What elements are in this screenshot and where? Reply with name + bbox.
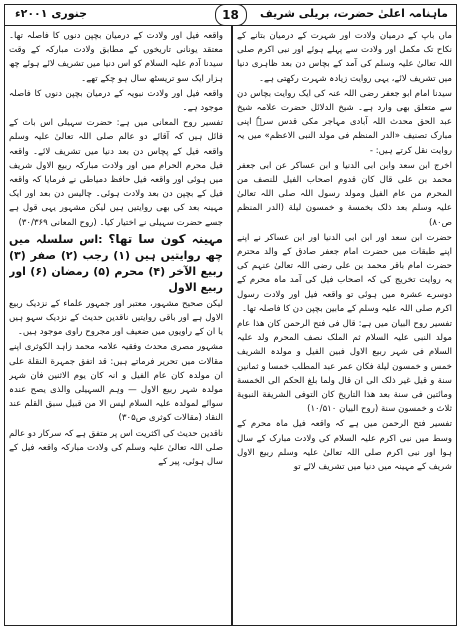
column-divider: [231, 25, 233, 625]
paragraph: واقعہ فیل اور ولادت کے درمیان بچپن دنوں کا فاصلہ تھا۔ معتقد یونانی تاریخوں کے مطابق ولادت مبارکہ کے وقت سیدنا آدم علیہ السلام کو اس دنیا میں تشریف لائے ہوئے چھ ہزار ایک سو تریسٹھ سال ہو چکے تھے۔: [9, 31, 223, 84]
section-heading-text: :اس سلسلہ میں چھ روایتیں ہیں (۱) رجب (۲) صفر (۳) ربیع الآخر (۴) محرم (۵) رمضان (۶) اور ربیع الاول: [9, 232, 223, 294]
left-column: [9, 29, 223, 623]
arabic-quotation: مشہور مصری محدث وفقیہ علامہ محمد زاہد الکوثری اپنے مقالات میں تحریر فرماتے ہیں: قد اتفق جمہرة النقلة علی ان مولدہ کان عام الفیل و انہ کان یوم الاثنین فان شہر مولدہ شہر ربیع الاول — وہم السہیلی والذی یصح عندہ سوائے لمولدہ علیہ السلام لیس الا من قبیل سبق القلم عند النقاد (مقالات کوثری ص۳۰۵): [9, 342, 223, 424]
arabic-quotation: تفسیر روح البیان میں ہے: قال فی فتح الرحمن کان ھذا عام مولد النبی علیہ السلام ثم الملک نصف المحرم ولد علیہ السلام فی شہر ربیع الاول فبین الفیل و مولدہ الشریف خمس و خمسون لیلة فکان عمر عبد المطلب خمسا و ثمانین سنة و قیل غیر ذلک الی ان قال ولما بلغ الحکم الی الخمسة ومائتین فی سنة بعد ھذا التاریخ کان التوفی الشریفة النبویة ثلاث و خمسون سنة (روح البیان ۱۰/۵۱۰): [237, 319, 452, 415]
paragraph: لیکن صحیح مشہور، معتبر اور جمہور علماء کے نزدیک ربیع الاول ہے اور باقی روایتیں ناقدین حدیث کے نزدیک سہو ہیں یا ان کے راویوں میں ضعیف اور مجروح راوی موجود ہیں۔: [9, 298, 223, 338]
section-heading: [9, 231, 223, 296]
issue-date: جنوری ۲۰۰۱ء: [15, 7, 88, 20]
paragraph: ناقدین حدیث کی اکثریت اس پر متفق ہے کہ سرکار دو عالم صلی اللہ تعالیٰ علیہ وسلم کی ولادت مبارکہ واقعہ فیل کے سال ہوئی، پیر کے: [9, 428, 223, 468]
page-number: 18: [215, 4, 247, 26]
paragraph: حضرت ابن سعد اور ابن ابی الدنیا اور ابن عساکر نے اپنے اپنے طبقات میں حضرت امام جعفر صادق کے والد محترم حضرت امام باقر محمد بن علی رضی اللہ تعالیٰ عنہم کی یہ روایت تخریج کی کہ اصحاب فیل کی آمد ماہ محرم کے دوسرے عشرہ میں ہوئی تو واقعہ فیل اور ولادت رسول اکرم صلی اللہ علیہ وسلم کے مابین بچپن دن کا فاصلہ تھا۔: [237, 232, 452, 314]
magazine-page: [4, 4, 457, 626]
paragraph: سیدنا امام ابو جعفر رضی اللہ عنہ کی ایک روایت بچاس دن سے متعلق بھی وارد ہے۔ شیخ الدلائل حضرت علامہ شیخ عبد الحق محدث اللہ آبادی مہاجر مکی قدس سرہٗ اپنی مبارک تصنیف «الدر المنظم فی مولد النبی الاعظم» میں یہ روایت نقل کرتے ہیں: -: [237, 88, 452, 156]
paragraph: واقعہ فیل اور ولادت نبویہ کے درمیان بچپن دنوں کا فاصلہ موجود ہے۔: [9, 88, 223, 114]
paragraph: ماں باپ کے درمیان ولادت اور شہرت کے درمیان بتانے کے نکاح تک مکمل اور ولادت سے پہلے ہوئے اور نبی اکرم صلی اللہ تعالیٰ علیہ وسلم کی آمد کے بچاس دن بعد ظاہری دنیا میں تشریف لائے، یہی روایت زیادہ شہرت رکھتی ہے۔: [237, 31, 452, 84]
magazine-title: ماہنامہ اعلیٰ حضرت، بریلی شریف: [260, 7, 448, 20]
arabic-quotation: اخرج ابن سعد وابن ابی الدنیا و ابن عساکر عن ابی جعفر محمد بن علی قال کان قدوم اصحاب الفیل للنصف من المحرم من عام الفیل ومولد رسول اللہ صلی اللہ تعالیٰ علیہ وسلم بعد ذلک بخمسة و خمسون لیلة (الدر المنظم ص۸۰): [237, 160, 452, 228]
page-header: [5, 5, 456, 26]
paragraph: تفسیر فتح الرحمن میں ہے کہ واقعہ فیل ماہ محرم کے وسط میں نبی اکرم علیہ السلام کی ولادت مبارک کے سال ہوا اور نبی اکرم صلی اللہ تعالیٰ علیہ وسلم ربیع الاول شریف کے مہینہ میں دنیا میں تشریف لائے تو: [237, 419, 452, 473]
paragraph: تفسیر روح المعانی میں ہے: حضرت سہیلی اس بات کے قائل ہیں کہ آقائے دو عالم صلی اللہ تعالیٰ علیہ وسلم واقعہ فیل کے پچاس دن بعد دنیا میں تشریف لائے۔ واقعہ فیل محرم الحرام میں اور ولادت مبارکہ ربیع الاول شریف میں ہوئی اور واقعہ فیل حافظ دمیاطی نے فرمایا کہ واقعہ فیل کے بچپن دن بعد ولادت ہوئی۔ چالیس دن بعد اور ایک مہینہ بعد کی بھی روایتیں ہیں لیکن مشہور یہی قول ہے جسے حضرت سہیلی نے اختیار کیا۔ (روح المعانی ۳۰/۳۶۹): [9, 118, 223, 228]
right-column: [237, 29, 452, 623]
section-heading-title: مہینہ کون سا تھا؟: [108, 231, 223, 246]
